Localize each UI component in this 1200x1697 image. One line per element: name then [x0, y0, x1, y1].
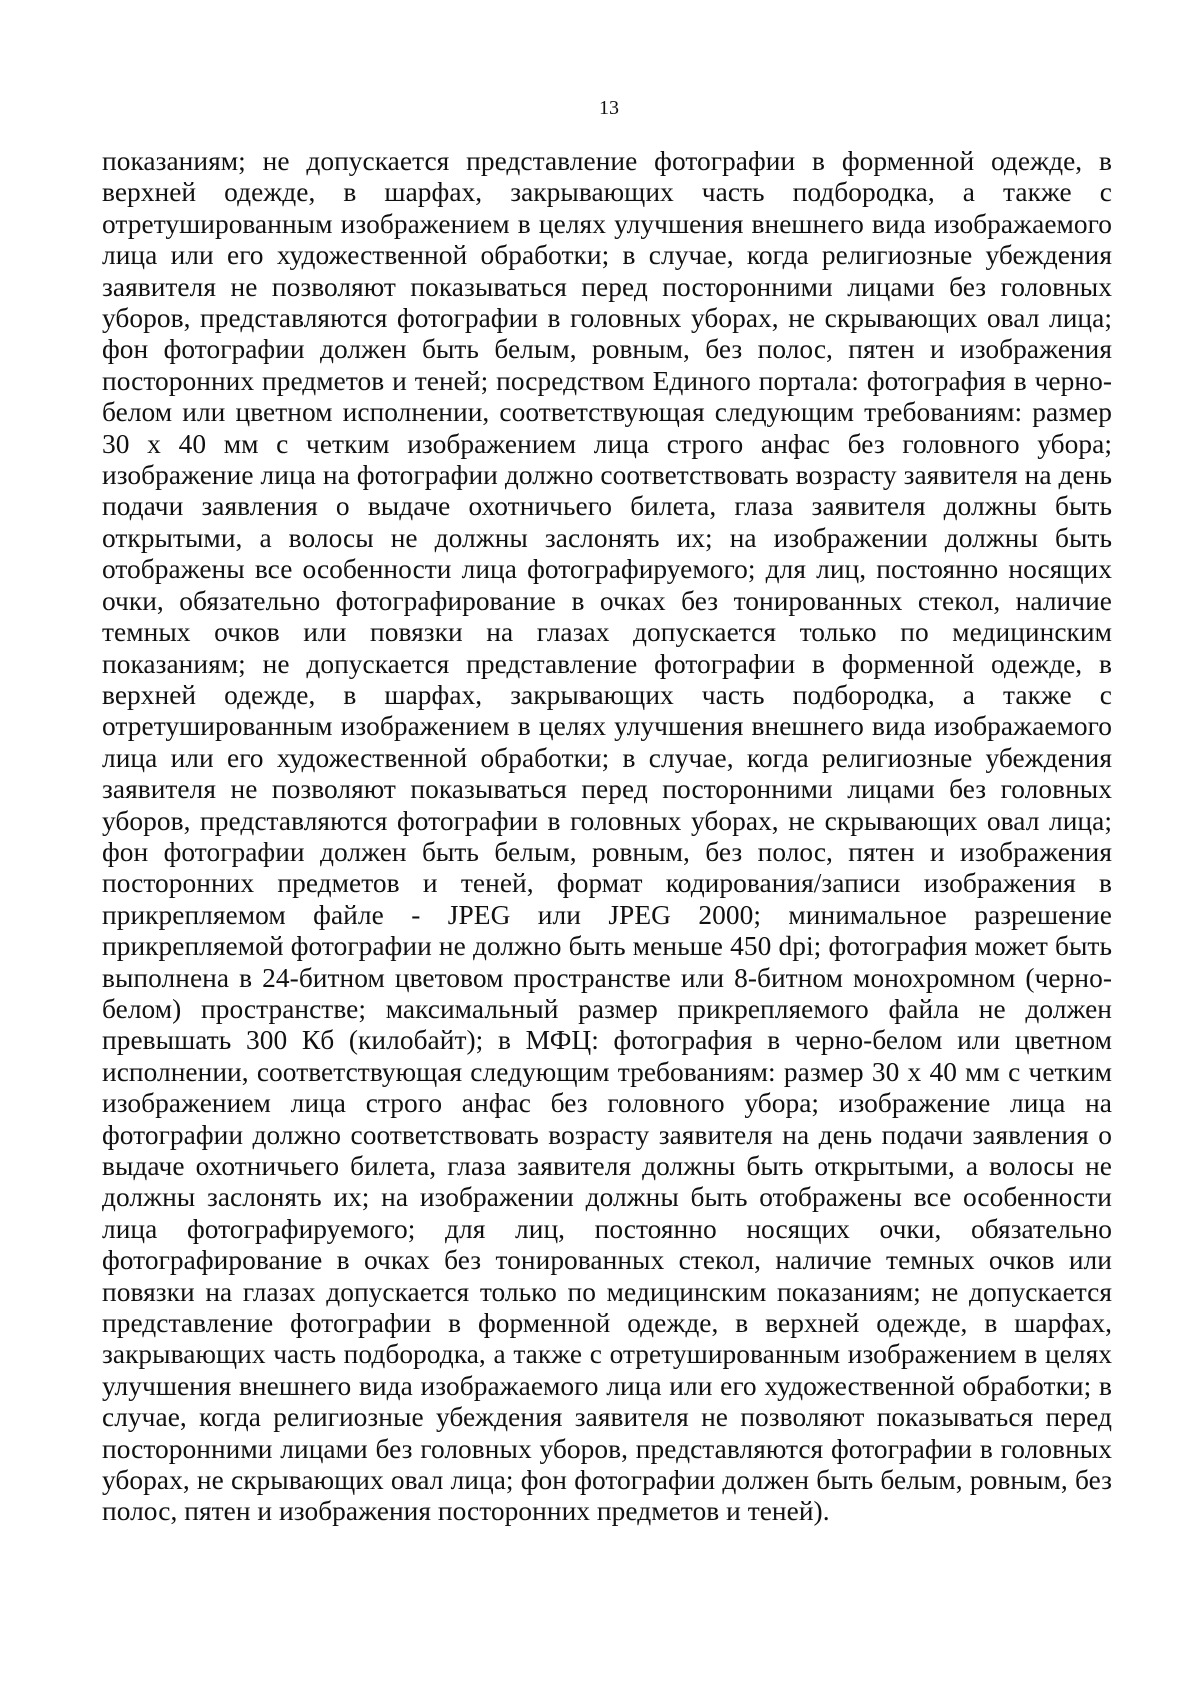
page-number: 13 [599, 97, 619, 119]
body-paragraph: показаниям; не допускается представление фотографии в форменной одежде, в верхней одежде, в шарфах, закрывающих часть подбородка, а также с отретушированным изображением в целях улучшения внешнего вида изображаемого лица или его художественной обработки; в случае, когда религиозные убеждения заявителя не позволяют показываться перед посторонними лицами без головных уборов, представляются фотографии в головных уборах, не скрывающих овал лица; фон фотографии должен быть белым, ровным, без полос, пятен и изображения посторонних предметов и теней; посредством Единого портала: фотография в черно-белом или цветном исполнении, соответствующая следующим требованиям: размер 30 х 40 мм с четким изображением лица строго анфас без головного убора; изображение лица на фотографии должно соответствовать возрасту заявителя на день подачи заявления о выдаче охотничьего билета, глаза заявителя должны быть открытыми, а волосы не должны заслонять их; на изображении должны быть отображены все особенности лица фотографируемого; для лиц, постоянно носящих очки, обязательно фотографирование в очках без тонированных стекол, наличие темных очков или повязки на глазах допускается только по медицинским показаниям; не допускается представление фотографии в форменной одежде, в верхней одежде, в шарфах, закрывающих часть подбородка, а также с отретушированным изображением в целях улучшения внешнего вида изображаемого лица или его художественной обработки; в случае, когда религиозные убеждения заявителя не позволяют показываться перед посторонними лицами без головных уборов, представляются фотографии в головных уборах, не скрывающих овал лица; фон фотографии должен быть белым, ровным, без полос, пятен и изображения посторонних предметов и теней, формат кодирования/записи изображения в прикрепляемом файле - JPEG или JPEG 2000; минимальное разрешение прикрепляемой фотографии не должно быть меньше 450 dpi; фотография может быть выполнена в 24-битном цветовом пространстве или 8-битном монохромном (черно-белом) пространстве; максимальный размер прикрепляемого файла не должен превышать 300 Кб (килобайт); в МФЦ: фотография в черно-белом или цветном исполнении, соответствующая следующим требованиям: размер 30 х 40 мм с четким изображением лица строго анфас без головного убора; изображение лица на фотографии должно соответствовать возрасту заявителя на день подачи заявления о выдаче охотничьего билета, глаза заявителя должны быть открытыми, а волосы не должны заслонять их; на изображении должны быть отображены все особенности лица фотографируемого; для лиц, постоянно носящих очки, обязательно фотографирование в очках без тонированных стекол, наличие темных очков или повязки на глазах допускается только по медицинским показаниям; не допускается представление фотографии в форменной одежде, в верхней одежде, в шарфах, закрывающих часть подбородка, а также с отретушированным изображением в целях улучшения внешнего вида изображаемого лица или его художественной обработки; в случае, когда религиозные убеждения заявителя не позволяют показываться перед посторонними лицами без головных уборов, представляются фотографии в головных уборах, не скрывающих овал лица; фон фотографии должен быть белым, ровным, без полос, пятен и изображения посторонних предметов и теней). [102, 146, 1112, 1527]
